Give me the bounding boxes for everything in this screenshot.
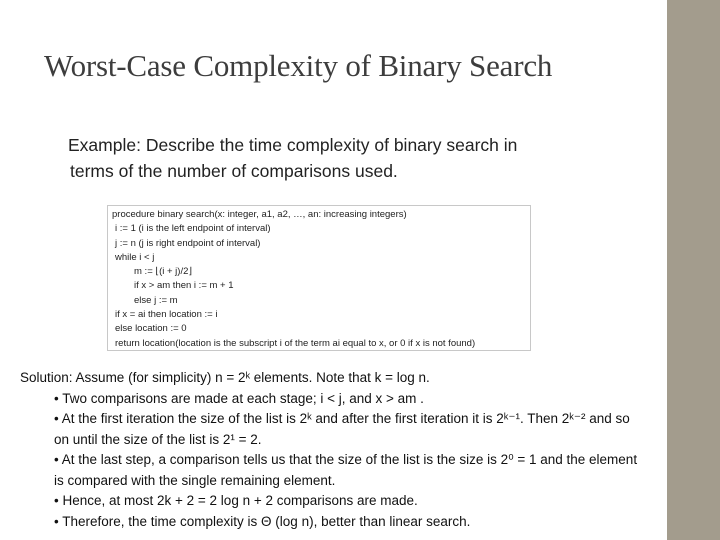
pseudocode-line (112, 208, 524, 222)
solution-paragraph (20, 368, 710, 532)
solution-bullet: • Hence, at most 2k + 2 = 2 log n + 2 comparisons are made. (54, 493, 418, 508)
solution-bullet-continuation: is compared with the single remaining element. (54, 472, 336, 488)
pseudocode-box (107, 205, 531, 351)
solution-bullet: • Therefore, the time complexity is Θ (log n), better than linear search. (54, 513, 471, 529)
pseudocode-line: m := ⌊(i + j)/2⌋ (134, 266, 193, 278)
solution-assumption: : Assume (for simplicity) n = 2ᵏ elements. Note that k = log n. (68, 370, 430, 385)
solution-bullet-continuation: on until the size of the list is 2¹ = 2. (54, 431, 262, 447)
example-text-line2: terms of the number of comparisons used. (70, 161, 398, 181)
pseudocode-line: if x > am then i := m + 1 (134, 280, 234, 292)
pseudocode-line: return location(location is the subscript i of the term ai equal to x, or 0 if x is not found) (115, 337, 476, 349)
procedure-keyword: procedure (112, 209, 155, 220)
solution-label: Solution (20, 370, 69, 385)
pseudocode-line: else location := 0 (115, 323, 187, 335)
pseudocode-line: if x = ai then location := i (115, 309, 218, 321)
pseudocode-line: while i < j (115, 251, 155, 263)
solution-line (20, 368, 710, 389)
example-label: Example (68, 135, 137, 155)
pseudocode-line: j := n (j is right endpoint of interval) (115, 237, 261, 249)
solution-bullet: • At the first iteration the size of the list is 2ᵏ and after the first iteration it is 2ᵏ⁻¹. Then 2ᵏ⁻² and so (54, 411, 630, 426)
example-text-line1: : Describe the time complexity of binary search in (136, 135, 518, 155)
solution-bullet: • At the last step, a comparison tells us that the size of the list is the size is 2⁰ = 1 and the element (54, 452, 638, 467)
example-paragraph (68, 132, 628, 184)
procedure-signature: binary search(x: integer, a1, a2, …, an: increasing integers) (154, 209, 407, 220)
pseudocode-line: else j := m (134, 294, 178, 306)
solution-bullet: • Two comparisons are made at each stage; i < j, and x > am . (54, 390, 424, 406)
slide-title: Worst-Case Complexity of Binary Search (44, 48, 553, 83)
pseudocode-line: i := 1 (i is the left endpoint of interval) (115, 223, 271, 235)
